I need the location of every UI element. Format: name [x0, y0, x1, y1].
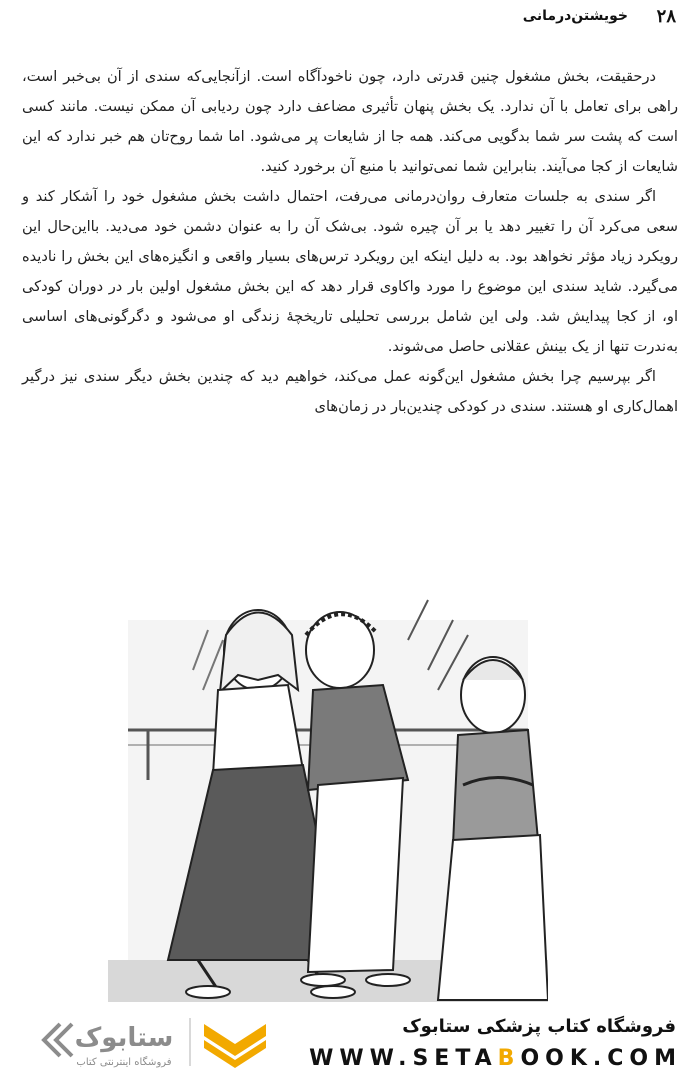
shop-url[interactable]	[309, 1046, 682, 1071]
body-text	[22, 62, 678, 422]
paragraph-2: اگر سندی به جلسات متعارف روان‌درمانی می‌رفت، احتمال داشت بخش مشغول خود را آشکار کند و سعی می‌کرد آن را تغییر دهد یا بر آن چیره شود. بی‌شک آن را به عنوان دشمن خود می‌دید. بااین‌حال این رویکرد زیاد مؤثر نخواهد بود. به دلیل اینکه این رویکرد ترس‌های بسیار واقعی و انگیزه‌های این بخش را نادیده می‌گیرد. شاید سندی این موضوع را مورد واکاوی قرار دهد که این بخش مشغول اولین بار در دوران کودکی او، از کجا پیدایش شد. ولی این شامل بررسی تحلیلی تاریخچهٔ زندگی او می‌شود و دگرگونی‌های اساسی به‌ندرت تنها از یک بینش عقلانی حاصل می‌شوند.	[22, 188, 678, 355]
url-accent-letter: B	[497, 1046, 521, 1071]
shop-name: فروشگاه کتاب پزشکی ستابوک	[402, 1016, 676, 1037]
paragraph-3: اگر بپرسیم چرا بخش مشغول این‌گونه عمل می‌کند، خواهیم دید که چندین بخش دیگر سندی نیز درگیر اهمال‌کاری او هستند. سندی در کودکی چندین‌بار در زمان‌های	[22, 368, 678, 415]
page-header	[0, 0, 700, 40]
logo-text: ستابوک	[74, 1023, 174, 1053]
double-chevron-icon	[44, 1024, 72, 1056]
paragraph-1: درحقیقت، بخش مشغول چنین قدرتی دارد، چون ناخودآگاه است. ازآنجایی‌که سندی از آن بی‌خبر است، راهی برای تعامل با آن ندارد. یک بخش پنهان تأثیری مضاعف دارد چون ردیابی آن ممکن نیست. مانند کسی است که پشت سر شما بدگویی می‌کند. همه جا از شایعات پر می‌شود. اما شما روح‌تان هم خبر ندارد که این شایعات از کجا می‌آیند. بنابراین شما نمی‌توانید با منبع آن برخورد کنید.	[22, 68, 678, 175]
logo-subtitle: فروشگاه اینترنتی کتاب	[76, 1057, 172, 1068]
footer-banner	[0, 1002, 700, 1080]
url-part-after: OOK.COM	[520, 1046, 682, 1071]
running-title: خویشتن‌درمانی	[522, 8, 628, 24]
page-number: ۲۸	[656, 6, 676, 27]
illustration-three-girls	[108, 580, 548, 1010]
setabook-logo	[32, 1010, 272, 1072]
url-part-before: WWW.SETA	[309, 1046, 498, 1071]
book-chevron-icon	[204, 1024, 266, 1068]
